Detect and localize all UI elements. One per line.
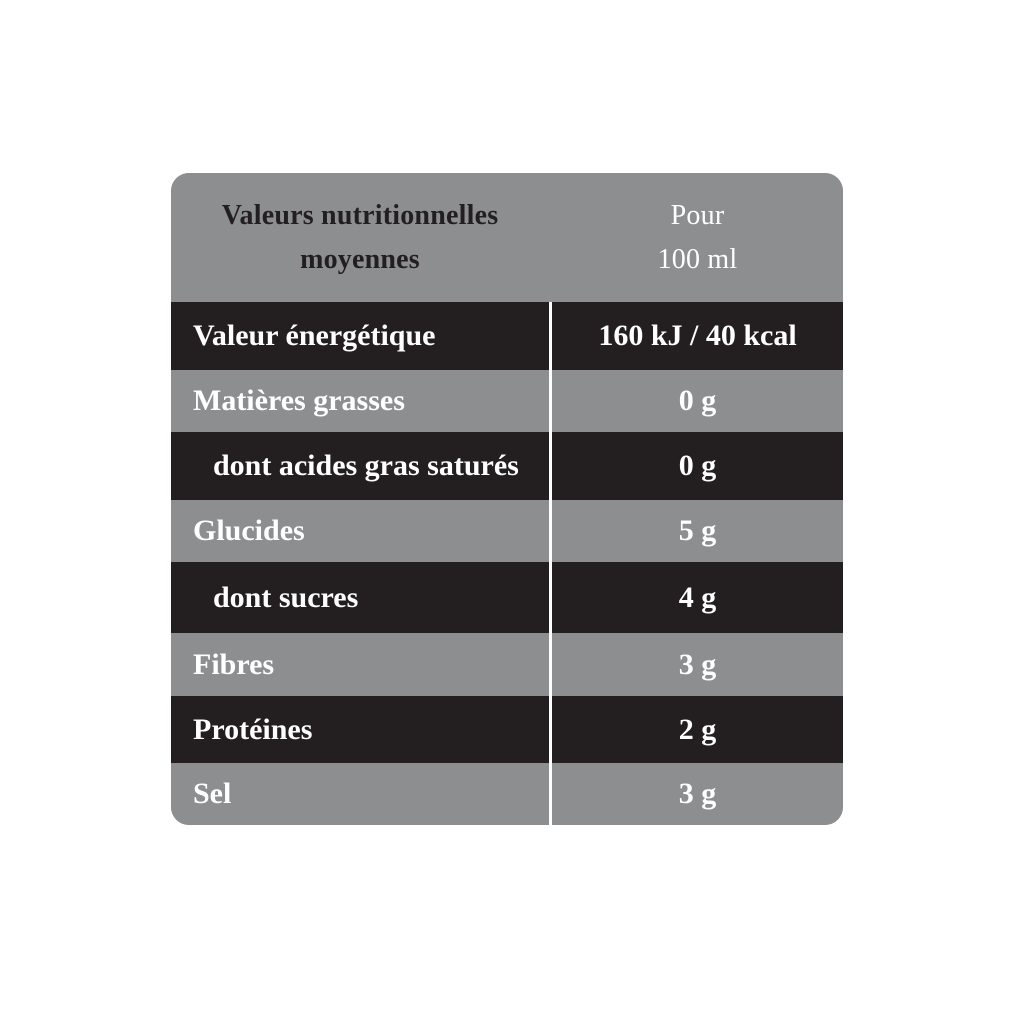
table-row [171,763,843,825]
header-label-line1: Valeurs nutritionnelles [221,199,499,231]
header-label-line2: moyennes [300,243,420,275]
row-label: Glucides [193,514,305,547]
row-label: Valeur énergétique [193,319,436,352]
row-label: dont acides gras saturés [213,449,519,482]
column-divider [549,302,552,825]
row-label: Fibres [193,647,275,681]
header-label [171,173,549,302]
row-value: 160 kJ / 40 kcal [598,319,797,352]
table-row [171,370,843,432]
header-per-line1: Pour [670,199,725,231]
nutrition-table [171,173,843,825]
row-label: Sel [193,777,232,810]
row-value: 2 g [678,712,717,746]
row-value: 0 g [678,449,717,482]
header-per [552,173,843,302]
row-value: 3 g [678,647,717,681]
table-row [171,696,843,763]
row-value: 0 g [678,384,717,417]
table-row [171,633,843,696]
row-label: Matières grasses [193,384,405,417]
table-row [171,500,843,562]
header-per-line2: 100 ml [657,243,738,275]
table-header [171,173,843,302]
row-label: dont sucres [213,580,359,614]
row-value: 4 g [678,580,717,614]
row-label: Protéines [193,712,313,746]
row-value: 3 g [678,777,717,810]
table-row [171,432,843,500]
table-row [171,302,843,370]
table-row [171,562,843,633]
row-value: 5 g [678,514,717,547]
